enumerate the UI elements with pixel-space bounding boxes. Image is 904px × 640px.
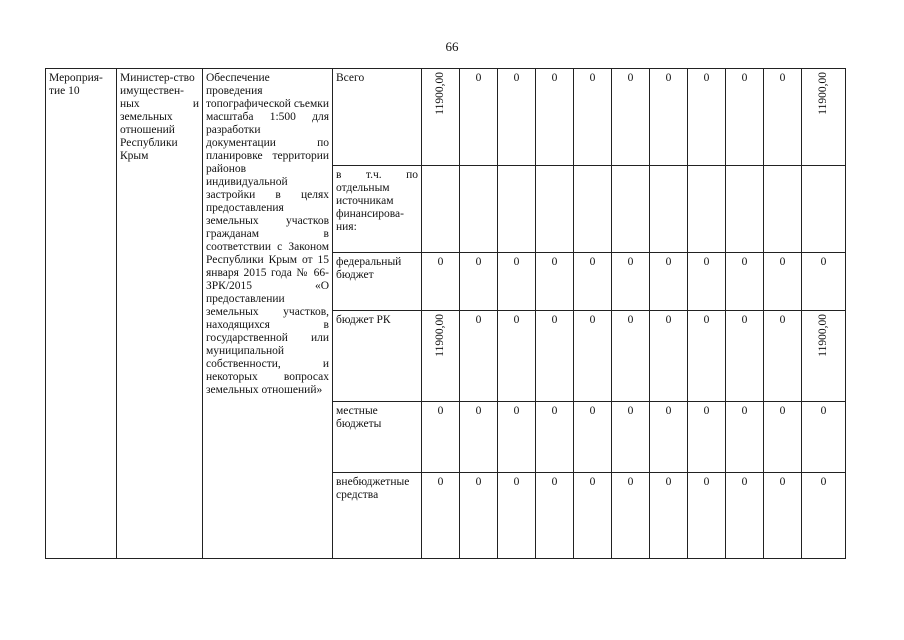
- value-text: 0: [589, 72, 596, 84]
- value-cell: [688, 253, 726, 311]
- value-text: 0: [513, 405, 520, 417]
- value-cell: [498, 69, 536, 166]
- value-cell: [536, 69, 574, 166]
- value-text: 11900,00: [817, 314, 829, 357]
- value-cell: [498, 311, 536, 402]
- value-text: 0: [589, 314, 596, 326]
- value-text: 0: [627, 314, 634, 326]
- value-cell: [802, 253, 846, 311]
- funding-source-label: внебюджетные средства: [333, 473, 422, 559]
- value-cell: [650, 473, 688, 559]
- value-text: 0: [551, 72, 558, 84]
- value-cell: [726, 402, 764, 473]
- value-cell: [688, 166, 726, 253]
- value-cell: [460, 473, 498, 559]
- value-text: 0: [437, 256, 444, 268]
- value-text: 0: [551, 314, 558, 326]
- page-number: 66: [445, 39, 459, 54]
- value-text: 0: [703, 476, 710, 488]
- value-text: 0: [741, 72, 748, 84]
- value-text: 0: [665, 405, 672, 417]
- funding-source-label: Всего: [333, 69, 422, 166]
- value-text: 0: [627, 256, 634, 268]
- value-cell: [574, 166, 612, 253]
- value-text: 0: [589, 405, 596, 417]
- value-cell: [688, 402, 726, 473]
- value-text: 0: [779, 476, 786, 488]
- value-cell: [574, 69, 612, 166]
- description-cell: Обеспечение проведения топографической съемки масштаба 1:500 для разработки документации по планировке территории районов индивидуальной застройки в целях предоставления земельных участков гражданам в соответствии с Законом Республики Крым от 15 января 2015 года № 66-ЗРК/2015 «О предоставлении земельных участков, находящихся в государственной или муниципальной собственности, и некоторых вопросах земельных отношений»: [203, 69, 333, 559]
- value-text: 0: [703, 405, 710, 417]
- value-cell: [612, 253, 650, 311]
- value-text: 0: [779, 314, 786, 326]
- value-cell: [460, 402, 498, 473]
- value-text: 11900,00: [434, 72, 446, 115]
- value-cell: [726, 69, 764, 166]
- ministry-cell: Министер-ство имуществен-ных и земельных отношений Республики Крым: [117, 69, 203, 559]
- value-cell: [536, 311, 574, 402]
- value-cell: [688, 311, 726, 402]
- value-cell: [574, 253, 612, 311]
- value-text: 0: [665, 314, 672, 326]
- value-text: 0: [820, 405, 827, 417]
- value-text: 0: [703, 314, 710, 326]
- value-cell: [650, 253, 688, 311]
- value-text: 0: [551, 256, 558, 268]
- value-text: 0: [589, 256, 596, 268]
- value-text: 0: [779, 72, 786, 84]
- value-cell: [650, 166, 688, 253]
- value-cell: [422, 166, 460, 253]
- value-cell: [460, 166, 498, 253]
- value-text: 0: [513, 256, 520, 268]
- value-cell: [612, 69, 650, 166]
- value-cell: [688, 69, 726, 166]
- value-text: 0: [475, 256, 482, 268]
- funding-source-label: местные бюджеты: [333, 402, 422, 473]
- value-text: 0: [741, 405, 748, 417]
- value-text: 0: [551, 405, 558, 417]
- value-cell: [802, 473, 846, 559]
- value-text: 0: [475, 72, 482, 84]
- value-cell: [612, 473, 650, 559]
- value-text: 0: [665, 476, 672, 488]
- value-text: 0: [703, 72, 710, 84]
- value-cell: [460, 253, 498, 311]
- value-text: 0: [475, 405, 482, 417]
- value-text: 0: [703, 256, 710, 268]
- value-text: 0: [551, 476, 558, 488]
- value-cell: [650, 69, 688, 166]
- value-cell: [498, 166, 536, 253]
- value-text: 0: [779, 256, 786, 268]
- value-text: 0: [627, 405, 634, 417]
- value-cell: [802, 311, 846, 402]
- value-cell: [422, 311, 460, 402]
- value-cell: [612, 166, 650, 253]
- value-text: 0: [513, 476, 520, 488]
- value-cell: [422, 69, 460, 166]
- value-cell: [460, 311, 498, 402]
- value-cell: [802, 402, 846, 473]
- value-cell: [764, 473, 802, 559]
- value-cell: [536, 402, 574, 473]
- value-cell: [612, 402, 650, 473]
- value-cell: [764, 311, 802, 402]
- funding-table: [45, 68, 846, 559]
- value-text: 0: [437, 476, 444, 488]
- value-cell: [574, 402, 612, 473]
- value-text: 0: [820, 256, 827, 268]
- funding-source-label: бюджет РК: [333, 311, 422, 402]
- value-cell: [574, 311, 612, 402]
- value-text: 0: [741, 256, 748, 268]
- value-cell: [536, 166, 574, 253]
- value-cell: [498, 473, 536, 559]
- value-cell: [764, 69, 802, 166]
- event-cell: Мероприя-тие 10: [46, 69, 117, 559]
- value-cell: [498, 402, 536, 473]
- value-cell: [726, 253, 764, 311]
- value-text: 0: [741, 476, 748, 488]
- value-text: 0: [665, 72, 672, 84]
- value-cell: [422, 473, 460, 559]
- value-cell: [764, 253, 802, 311]
- value-cell: [536, 253, 574, 311]
- value-cell: [422, 253, 460, 311]
- value-text: 0: [779, 405, 786, 417]
- value-text: 0: [475, 476, 482, 488]
- value-cell: [574, 473, 612, 559]
- table-row: [46, 69, 846, 166]
- value-text: 0: [475, 314, 482, 326]
- funding-source-label: в т.ч. по отдельным источникам финансирова-ния:: [333, 166, 422, 253]
- value-text: 11900,00: [434, 314, 446, 357]
- value-text: 0: [741, 314, 748, 326]
- value-text: 11900,00: [817, 72, 829, 115]
- value-text: 0: [513, 72, 520, 84]
- value-cell: [802, 166, 846, 253]
- value-text: 0: [665, 256, 672, 268]
- value-text: 0: [437, 405, 444, 417]
- value-cell: [688, 473, 726, 559]
- value-cell: [726, 311, 764, 402]
- value-cell: [764, 166, 802, 253]
- value-cell: [612, 311, 650, 402]
- value-cell: [536, 473, 574, 559]
- value-cell: [650, 311, 688, 402]
- value-cell: [498, 253, 536, 311]
- value-cell: [422, 402, 460, 473]
- value-cell: [764, 402, 802, 473]
- value-cell: [650, 402, 688, 473]
- funding-source-label: федеральный бюджет: [333, 253, 422, 311]
- value-text: 0: [627, 476, 634, 488]
- value-cell: [802, 69, 846, 166]
- value-cell: [726, 473, 764, 559]
- value-cell: [460, 69, 498, 166]
- value-cell: [726, 166, 764, 253]
- value-text: 0: [627, 72, 634, 84]
- value-text: 0: [820, 476, 827, 488]
- value-text: 0: [589, 476, 596, 488]
- value-text: 0: [513, 314, 520, 326]
